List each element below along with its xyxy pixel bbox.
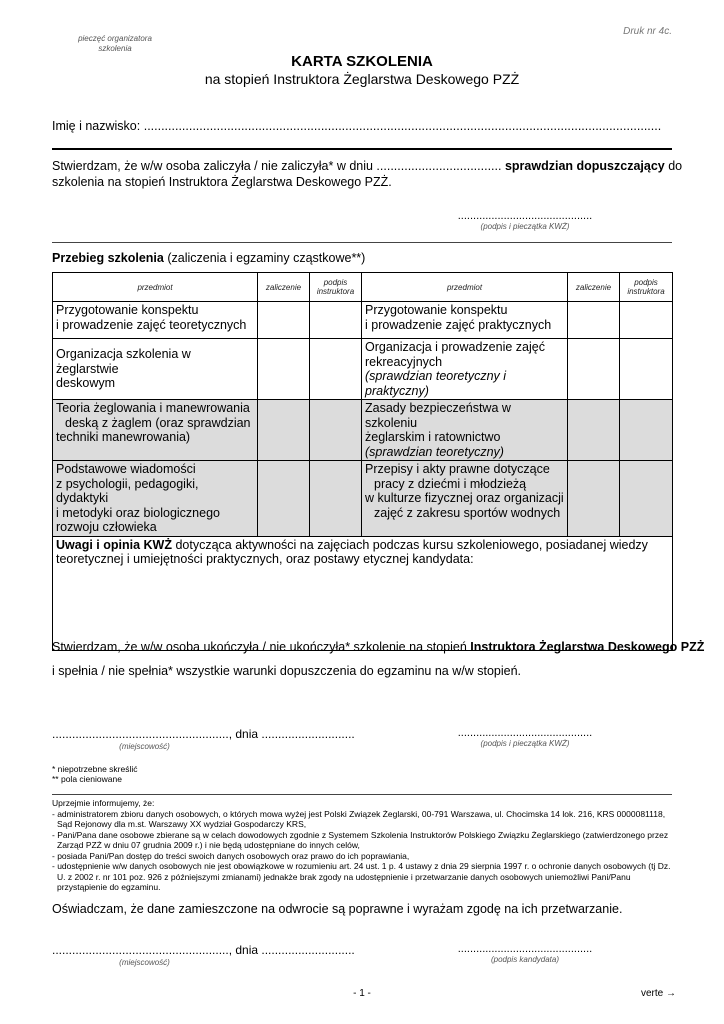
notice-line: przystąpienie do egzaminu. xyxy=(57,882,161,892)
divider xyxy=(52,242,672,243)
verte-link[interactable]: verte → xyxy=(640,988,676,999)
stamp-line-1: pieczęć organizatora xyxy=(78,34,152,43)
name-dots: ..................................................................................................................................................... xyxy=(143,119,662,133)
admission-statement xyxy=(52,158,683,190)
completion-place-date[interactable]: ....................................................., dnia ............................ xyxy=(52,727,355,741)
col-pass-right: zaliczenie xyxy=(568,273,620,302)
name-label: Imię i nazwisko: xyxy=(52,119,141,133)
completion-signature[interactable] xyxy=(440,727,610,748)
pass-cell[interactable] xyxy=(258,302,310,339)
subject-cell: Podstawowe wiadomości z psychologii, pedagogiki, dydaktyki i metodyki oraz biologicznego rozwoju człowieka xyxy=(53,461,258,537)
divider xyxy=(52,148,672,150)
subject-cell: Organizacja i prowadzenie zajęć rekreacyjnych (sprawdzian teoretyczny i praktyczny) xyxy=(362,339,568,400)
completion-place-caption: (miejscowość) xyxy=(119,742,170,751)
table-row-shaded xyxy=(53,400,673,461)
page-subtitle: na stopień Instruktora Żeglarstwa Deskowego PZŻ xyxy=(204,71,520,87)
notice-line: Sąd Rejonowy dla m.st. Warszawy XX wydział Gospodarczy KRS, xyxy=(57,819,307,829)
sign-cell[interactable] xyxy=(620,400,673,461)
pass-cell[interactable] xyxy=(258,339,310,400)
pass-cell[interactable] xyxy=(258,400,310,461)
admission-post: do xyxy=(668,159,683,173)
remarks-bold: Uwagi i opinia KWŻ xyxy=(56,537,172,552)
completion-bold: Instruktora Żeglarstwa Deskowego PZŻ xyxy=(470,640,705,654)
admission-text: Stwierdzam, że w/w osoba zaliczyła / nie zaliczyła* w dniu .................................... xyxy=(52,159,502,173)
completion-sign-dots: ............................................ xyxy=(457,727,593,739)
subject-cell: Zasady bezpieczeństwa w szkoleniu żeglarskim i ratownictwo (sprawdzian teoretyczny) xyxy=(362,400,568,461)
remarks-field[interactable] xyxy=(53,536,673,650)
page-title: KARTA SZKOLENIA xyxy=(291,53,433,70)
admission-bold: sprawdzian dopuszczający xyxy=(504,159,665,173)
consent-place-caption: (miejscowość) xyxy=(119,958,170,967)
admission-sign-caption: (podpis i pieczątka KWŻ) xyxy=(480,222,570,231)
notice-line: - administratorem zbioru danych osobowych, o których mowa wyżej jest Polski Związek Żeglarski, 00-791 Warszawa, ul. Chocimska 14 lok. 216, KRS 0000081118, xyxy=(52,808,666,819)
completion-statement xyxy=(52,640,705,654)
candidate-sign-caption: (podpis kandydata) xyxy=(490,955,560,964)
consent-statement: Oświadczam, że dane zamieszczone na odwrocie są poprawne i wyrażam zgodę na ich przetwarzanie. xyxy=(52,902,623,916)
admission-sign-dots: ............................................ xyxy=(457,210,593,222)
pass-cell[interactable] xyxy=(568,461,620,537)
admission-line-2: szkolenia na stopień Instruktora Żeglarstwa Deskowego PZŻ. xyxy=(52,175,392,189)
footnote-1: * niepotrzebne skreślić xyxy=(52,764,138,774)
col-pass-left: zaliczenie xyxy=(258,273,310,302)
col-subject-right: przedmiot xyxy=(362,273,568,302)
notice-line: Uprzejmie informujemy, że: xyxy=(52,798,155,808)
subject-cell: Organizacja szkolenia w żeglarstwie deskowym xyxy=(53,339,258,400)
completion-line-2: i spełnia / nie spełnia* wszystkie warunki dopuszczenia do egzaminu na w/w stopień. xyxy=(52,664,522,678)
col-sign-left: podpis instruktora xyxy=(310,273,362,302)
notice-line: - Pani/Pana dane osobowe zbierane są w celach dowodowych zgodnie z Systemem Szkolenia Instruktorów Polskiego Związku Żeglarskiego (zatwierdzonego przez xyxy=(52,829,669,840)
divider xyxy=(52,794,672,795)
subject-cell: Teoria żeglowania i manewrowania deską z żaglem (oraz sprawdzian techniki manewrowania) xyxy=(53,400,258,461)
remarks-text: dotycząca aktywności na zajęciach podczas kursu szkoleniowego, posiadanej wiedzy xyxy=(175,537,648,552)
sign-cell[interactable] xyxy=(310,302,362,339)
remarks-row xyxy=(53,536,673,650)
table-row-shaded xyxy=(53,461,673,537)
candidate-signature[interactable] xyxy=(440,943,610,964)
course-heading xyxy=(52,251,365,265)
pass-cell[interactable] xyxy=(258,461,310,537)
table-row xyxy=(53,339,673,400)
sign-cell[interactable] xyxy=(310,400,362,461)
footnotes xyxy=(52,764,138,784)
completion-text: Stwierdzam, że w/w osoba ukończyła / nie ukończyła* szkolenie na stopień xyxy=(52,640,467,654)
table-row xyxy=(53,302,673,339)
notice-line: U. z 2002 r. nr 101 poz. 926 z późniejszymi zmianami) jednakże brak zgody na udostępnienie i przetwarzanie danych osobowych uniemożliwi Pani/Panu xyxy=(57,871,631,882)
organizer-stamp-caption xyxy=(60,34,170,54)
form-number: Druk nr 4c. xyxy=(623,26,672,37)
sign-cell[interactable] xyxy=(620,302,673,339)
consent-place-date[interactable]: ....................................................., dnia ............................ xyxy=(52,943,355,957)
table-header-row xyxy=(53,273,673,302)
sign-cell[interactable] xyxy=(310,461,362,537)
col-subject-left: przedmiot xyxy=(53,273,258,302)
course-heading-rest: (zaliczenia i egzaminy cząstkowe**) xyxy=(167,251,366,265)
notice-line: - posiada Pani/Pan dostęp do treści swoich danych osobowych oraz prawo do ich poprawiania, xyxy=(52,850,410,861)
sign-cell[interactable] xyxy=(310,339,362,400)
admission-signature[interactable] xyxy=(440,210,610,231)
col-sign-right: podpis instruktora xyxy=(620,273,673,302)
subject-cell: Przepisy i akty prawne dotyczące pracy z dziećmi i młodzieżą w kulturze fizycznej oraz organizacji zajęć z zakresu sportów wodnych xyxy=(362,461,568,537)
candidate-sign-dots: ............................................ xyxy=(457,943,593,955)
subject-cell: Przygotowanie konspektu i prowadzenie zajęć teoretycznych xyxy=(53,302,258,339)
stamp-line-2: szkolenia xyxy=(98,44,132,53)
course-table xyxy=(52,272,673,651)
name-field[interactable] xyxy=(52,119,672,133)
subject-cell: Przygotowanie konspektu i prowadzenie zajęć praktycznych xyxy=(362,302,568,339)
notice-line: Zarząd PZŻ w dniu 07 grudnia 2009 r.) i nie będą udostępniane do innych celów, xyxy=(57,840,360,850)
notice-line: - udostępnienie w/w danych osobowych nie jest obowiązkowe w rozumieniu art. 24 ust. 1 p. 4 ustawy z dnia 29 sierpnia 1997 r. o ochronie danych osobowych (tj Dz. xyxy=(52,861,671,871)
page-number: - 1 - xyxy=(353,988,371,999)
sign-cell[interactable] xyxy=(620,461,673,537)
pass-cell[interactable] xyxy=(568,400,620,461)
remarks-line-2: teoretycznej i umiejętności praktycznych, oraz postawy etycznej kandydata: xyxy=(56,552,474,566)
data-protection-notice xyxy=(52,798,676,893)
sign-cell[interactable] xyxy=(620,339,673,400)
footnote-2: ** pola cieniowane xyxy=(52,774,122,784)
pass-cell[interactable] xyxy=(568,302,620,339)
completion-sign-caption: (podpis i pieczątka KWŻ) xyxy=(480,739,570,748)
pass-cell[interactable] xyxy=(568,339,620,400)
course-heading-bold: Przebieg szkolenia xyxy=(52,251,164,265)
